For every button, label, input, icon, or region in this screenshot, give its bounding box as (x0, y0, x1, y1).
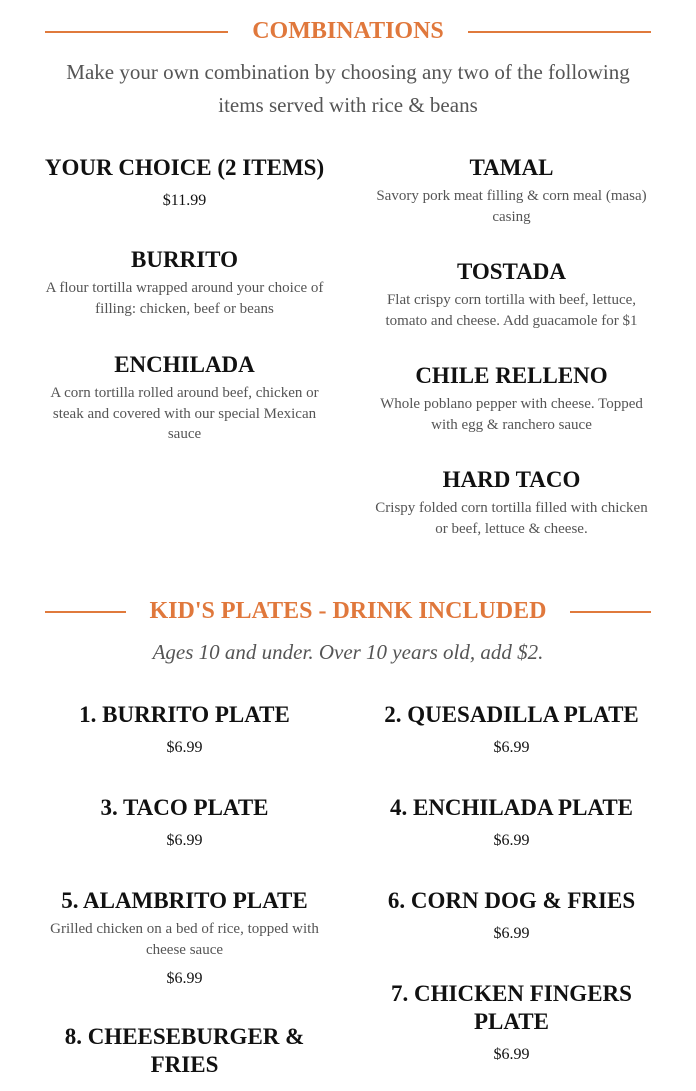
item-description: Savory pork meat filling & corn meal (masa) casing (376, 188, 647, 225)
item-name: BURRITO (131, 247, 238, 272)
item-description: Grilled chicken on a bed of rice, topped with cheese sauce (50, 921, 319, 958)
item-name: 8. CHEESEBURGER & FRIES (64, 1024, 305, 1077)
item-name: 2. QUESADILLA PLATE (384, 702, 639, 727)
item-name: 3. TACO PLATE (100, 795, 269, 820)
item-description: Flat crispy corn tortilla with beef, lettuce, tomato and cheese. Add guacamole for $1 (385, 292, 638, 329)
menu-item (42, 1023, 327, 1079)
item-price: $6.99 (493, 739, 530, 756)
menu-item (369, 794, 654, 850)
menu-item (42, 246, 327, 319)
item-name: HARD TACO (442, 467, 581, 492)
item-description: A flour tortilla wrapped around your choice of filling: chicken, beef or beans (45, 280, 324, 317)
menu-item (369, 154, 654, 227)
item-name: 5. ALAMBRITO PLATE (61, 888, 308, 913)
item-description: Whole poblano pepper with cheese. Topped with egg & ranchero sauce (380, 396, 643, 433)
item-name: 1. BURRITO PLATE (79, 702, 290, 727)
item-price: $6.99 (166, 832, 203, 849)
menu-item (369, 362, 654, 435)
menu-item (369, 887, 654, 943)
combinations-header (45, 11, 651, 51)
section-title: KID'S PLATES - DRINK INCLUDED (149, 598, 547, 624)
menu-item (42, 154, 327, 210)
item-name: TAMAL (469, 155, 554, 180)
menu-item (369, 466, 654, 539)
section-title: COMBINATIONS (252, 18, 444, 44)
item-description: Crispy folded corn tortilla filled with chicken or beef, lettuce & cheese. (375, 500, 648, 537)
item-price: $6.99 (493, 832, 530, 849)
menu-item (369, 980, 654, 1064)
item-name: YOUR CHOICE (2 ITEMS) (44, 155, 325, 180)
item-name: 7. CHICKEN FINGERS PLATE (391, 981, 632, 1034)
item-name: 6. CORN DOG & FRIES (387, 888, 636, 913)
item-price: $6.99 (166, 739, 203, 756)
section-intro: Ages 10 and under. Over 10 years old, add $2. (152, 640, 544, 664)
item-price: $6.99 (493, 925, 530, 942)
menu-item (369, 258, 654, 331)
menu-item (42, 794, 327, 850)
menu-item (42, 887, 327, 988)
menu-item (369, 701, 654, 757)
kids-plates-header (45, 591, 651, 631)
item-name: TOSTADA (456, 259, 567, 284)
item-price: $11.99 (162, 192, 207, 209)
item-price: $6.99 (493, 1046, 530, 1063)
item-name: 4. ENCHILADA PLATE (389, 795, 634, 820)
item-description: A corn tortilla rolled around beef, chicken or steak and covered with our special Mexican sauce (50, 385, 319, 442)
section-intro: Make your own combination by choosing any two of the following items served with rice & beans (66, 60, 630, 117)
item-name: CHILE RELLENO (415, 363, 608, 388)
item-price: $6.99 (166, 970, 203, 987)
menu-item (42, 351, 327, 445)
menu-item (42, 701, 327, 757)
item-name: ENCHILADA (114, 352, 255, 377)
